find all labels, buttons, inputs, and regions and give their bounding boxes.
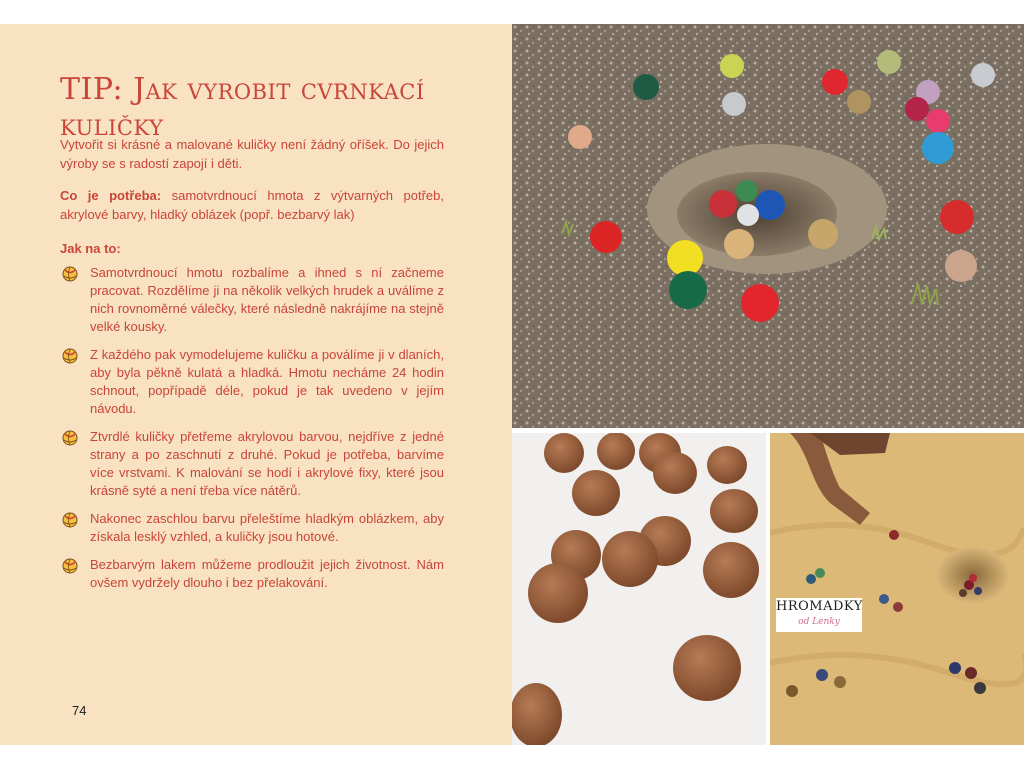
step-item bbox=[62, 428, 444, 500]
striped-ball-icon bbox=[62, 430, 78, 446]
materials-paragraph bbox=[60, 187, 444, 224]
watermark-subtitle: od Lenky bbox=[798, 617, 840, 627]
materials-text: samotvrdnoucí hmota z výtvarných potřeb, akrylové barvy, hladký oblázek (popř. bezbarvý lak) bbox=[60, 188, 444, 222]
step-text: Nakonec zaschlou barvu přeleštíme hladkým oblázkem, aby získala lesklý vzhled, a kuličky jsou hotové. bbox=[90, 511, 444, 544]
painted-marbles-photo bbox=[512, 24, 1024, 428]
striped-ball-icon bbox=[62, 558, 78, 574]
step-item bbox=[62, 510, 444, 546]
step-item bbox=[62, 346, 444, 418]
sand-play-photo bbox=[770, 433, 1024, 745]
clay-balls-photo bbox=[512, 433, 766, 745]
page-title: TIP: Jak vyrobit cvrnkací kuličky bbox=[60, 72, 425, 143]
intro-paragraph: Vytvořit si krásné a malované kuličky není žádný oříšek. Do jejich výroby se s radostí zapojí i děti. bbox=[60, 137, 444, 171]
instructions-heading: Jak na to: bbox=[60, 241, 121, 256]
step-item bbox=[62, 264, 444, 336]
watermark-title: HROMADKY bbox=[776, 599, 863, 614]
materials-label: Co je potřeba: bbox=[60, 188, 162, 203]
step-text: Samotvrdnoucí hmotu rozbalíme a ihned s ní začneme pracovat. Rozdělíme ji na několik velkých hrudek a uválíme z nich rovnoměrné válečky, které následně nakrájíme na stejně velké kousky. bbox=[90, 265, 444, 334]
page-number: 74 bbox=[72, 703, 87, 718]
step-text: Bezbarvým lakem můžeme prodloužit jejich životnost. Nám ovšem vydržely dlouho i bez přelakování. bbox=[90, 557, 444, 590]
striped-ball-icon bbox=[62, 266, 78, 282]
instruction-steps bbox=[62, 264, 444, 602]
brand-watermark bbox=[776, 598, 862, 632]
step-item bbox=[62, 556, 444, 592]
step-text: Ztvrdlé kuličky přetřeme akrylovou barvou, nejdříve z jedné strany a po zaschnutí z druhé. Pokud je potřeba, barvíme více vrstvami. K malování se hodí i akrylové fixy, které jsou krásně syté a není třeba více nátěrů. bbox=[90, 429, 444, 498]
striped-ball-icon bbox=[62, 512, 78, 528]
striped-ball-icon bbox=[62, 348, 78, 364]
step-text: Z každého pak vymodelujeme kuličku a poválíme ji v dlaních, aby byla pěkně kulatá a hladká. Hmotu necháme 24 hodin schnout, popřípadě déle, pokud je tak uvedeno v jejím návodu. bbox=[90, 347, 444, 416]
